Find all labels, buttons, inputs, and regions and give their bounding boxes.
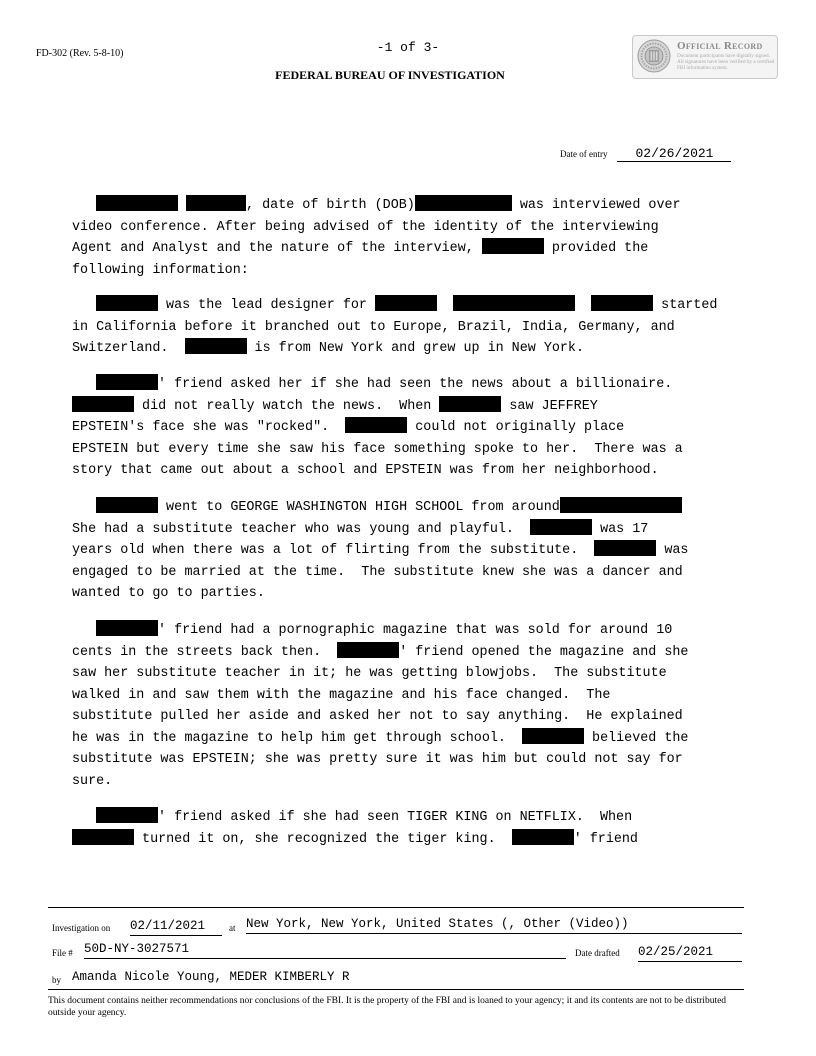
text-line: , date of birth (DOB) [246, 198, 415, 213]
date-of-entry [560, 144, 731, 162]
text-line: believed the [584, 730, 689, 746]
text-line: sure. [72, 773, 113, 789]
page-number: -1 of 3- [376, 40, 440, 55]
text-line: video conference. After being advised of the identity of the interviewing [72, 219, 659, 235]
investigation-date: 02/11/2021 [130, 919, 222, 936]
text-line: saw JEFFREY [501, 398, 598, 414]
text-line: ' friend [573, 831, 638, 847]
text-line: was the lead designer for [158, 298, 375, 313]
footer-top-rule [48, 907, 744, 908]
paragraph-6 [72, 807, 752, 850]
redaction [415, 195, 512, 211]
redaction [337, 642, 399, 658]
redaction [96, 295, 158, 311]
date-entry-label: Date of entry [560, 149, 608, 159]
at-label: at [229, 923, 236, 933]
redaction [591, 295, 653, 311]
text-line: engaged to be married at the time. The substitute knew she was a dancer and [72, 564, 683, 580]
text-line: is from New York and grew up in New York. [246, 341, 584, 356]
redaction [453, 295, 575, 311]
form-id: FD-302 (Rev. 5-8-10) [36, 48, 124, 59]
disclaimer: This document contains neither recommendations nor conclusions of the FBI. It is the property of the FBI and is loaned to your agency; it and its contents are not to be distributed outside your agency. [48, 996, 727, 1018]
official-record-note: Document participants have digitally signed. All signatures have been verified by a certified FBI information system. [677, 53, 775, 71]
text-line: was [656, 543, 689, 558]
text-line: in California before it branched out to Europe, Brazil, India, Germany, and [72, 319, 675, 335]
text-line: wanted to go to parties. [72, 586, 265, 601]
investigation-location: New York, New York, United States (, Other (Video)) [246, 917, 742, 934]
text-line: saw her substitute teacher in it; he was getting blowjobs. The substitute [72, 666, 667, 681]
redaction [512, 829, 574, 845]
paragraph-3 [72, 374, 752, 482]
text-line: Switzerland. [72, 341, 185, 356]
text-line: EPSTEIN's face she was "rocked". [72, 420, 346, 435]
redaction [96, 374, 158, 390]
by-label: by [52, 975, 61, 985]
redaction [72, 396, 134, 412]
redaction [530, 519, 592, 535]
date-drafted: 02/25/2021 [638, 945, 742, 962]
text-line: was 17 [592, 521, 649, 537]
official-record-badge [632, 35, 778, 79]
date-entry-value: 02/26/2021 [617, 146, 731, 162]
fbi-seal-icon [637, 39, 671, 73]
text-line: ' friend had a pornographic magazine that was sold for around 10 [158, 623, 673, 638]
file-number-label: File # [52, 948, 73, 958]
redaction [482, 238, 544, 254]
agency-title: FEDERAL BUREAU OF INVESTIGATION [275, 68, 505, 82]
text-line: Agent and Analyst and the nature of the interview, [72, 241, 482, 256]
text-line: following information: [72, 262, 249, 278]
text-line: years old when there was a lot of flirting from the substitute. [72, 543, 595, 558]
redaction [594, 540, 656, 556]
text-line: substitute pulled her aside and asked her not to say anything. He explained [72, 709, 683, 724]
interviewers: Amanda Nicole Young, MEDER KIMBERLY R [72, 970, 350, 984]
file-number: 50D-NY-3027571 [84, 942, 566, 959]
redaction [96, 620, 158, 636]
redaction [96, 497, 158, 513]
text-line: walked in and saw them with the magazine and his face changed. The [72, 687, 611, 703]
text-line: did not really watch the news. When [134, 398, 440, 414]
redaction [439, 396, 501, 412]
investigation-on-label: Investigation on [52, 923, 111, 933]
paragraph-2 [72, 295, 752, 360]
text-line: She had a substitute teacher who was young and playful. [72, 521, 531, 537]
text-line: ' friend asked if she had seen TIGER KING on NETFLIX. When [158, 810, 633, 825]
redaction [345, 417, 407, 433]
redaction [186, 195, 246, 211]
redaction [72, 829, 134, 845]
paragraph-1 [72, 195, 752, 281]
redaction [522, 728, 584, 744]
text-line: could not originally place [407, 420, 625, 435]
official-record-title: Official Record [677, 40, 763, 52]
text-line: was interviewed over [511, 198, 681, 213]
paragraph-4 [72, 497, 752, 605]
redaction [96, 807, 158, 823]
footer-bottom-rule [48, 989, 744, 990]
text-line: EPSTEIN but every time she saw his face something spoke to her. There was a [72, 441, 683, 457]
date-drafted-label: Date drafted [575, 948, 620, 958]
redaction [185, 338, 247, 354]
redaction [375, 295, 437, 311]
text-line: substitute was EPSTEIN; she was pretty sure it was him but could not say for [72, 752, 683, 767]
text-line: story that came out about a school and EPSTEIN was from her neighborhood. [72, 463, 659, 478]
text-line: started [653, 298, 718, 313]
redaction [96, 195, 178, 211]
text-line: ' friend opened the magazine and she [399, 644, 689, 660]
text-line: provided the [543, 241, 649, 256]
text-line: went to GEORGE WASHINGTON HIGH SCHOOL from around [158, 500, 560, 515]
text-line: he was in the magazine to help him get through school. [72, 730, 522, 746]
redaction [560, 497, 682, 513]
paragraph-5 [72, 620, 752, 792]
text-line: ' friend asked her if she had seen the news about a billionaire. [158, 377, 673, 392]
text-line: cents in the streets back then. [72, 644, 338, 660]
text-line: turned it on, she recognized the tiger king. [134, 831, 512, 847]
